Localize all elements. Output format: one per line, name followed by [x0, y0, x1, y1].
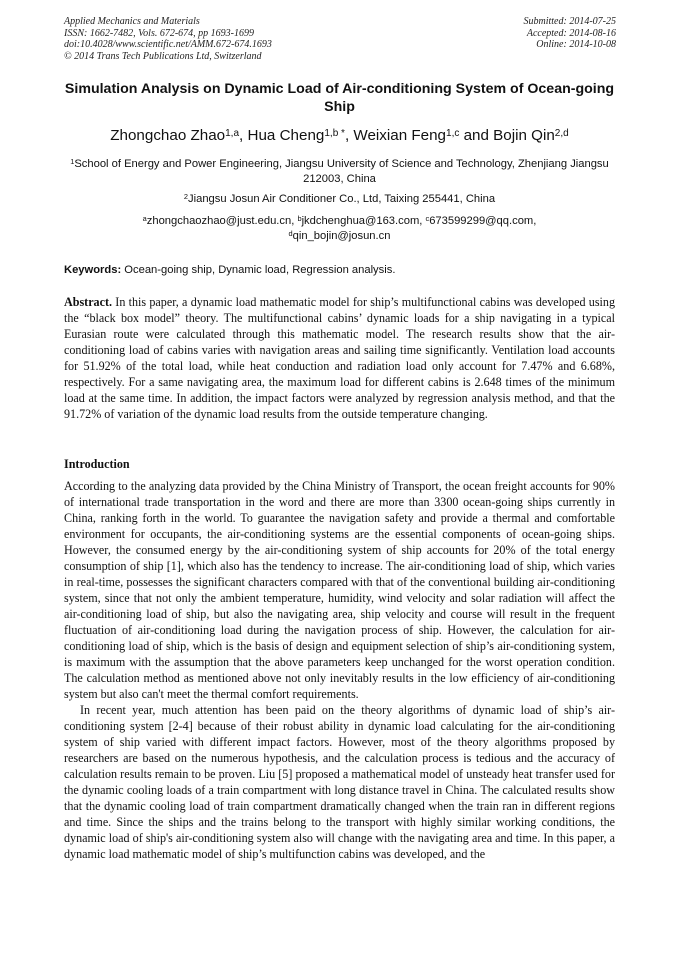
author-affil-sup: 1,a	[225, 127, 240, 139]
affiliation-1	[64, 157, 615, 187]
affiliation-sup: 2	[183, 191, 189, 201]
email-address[interactable]: 673599299@qq.com	[429, 215, 534, 227]
affiliation-sup: 1	[70, 156, 75, 166]
online-date: Online: 2014-10-08	[536, 39, 616, 51]
journal-header-left	[64, 16, 272, 62]
abstract-text: In this paper, a dynamic load mathematic model for ship’s multifunctional cabins was developed using the “black box model” theory. The multifunctional cabins’ dynamic loads for a ship navigating in a typical Eurasian route were calculated through this mathematic model. The research results show that the air-conditioning load of cabins varies with navigation areas and sailing time significantly. Ventilation load accounts for 51.92% of the total load, while heat conduction and radiation load only account for 7.47% and 6.68%, respectively. For a same navigating area, the maximum load for different cabins is 2.648 times of the minimum load at the same time. In addition, the impact factors were analyzed by regression analysis method, and that the 91.72% of variation of the dynamic load results from the outside temperature changing.	[64, 295, 615, 421]
author-name: Bojin Qin	[493, 127, 555, 144]
accepted-date: Accepted: 2014-08-16	[526, 27, 616, 39]
abstract	[64, 294, 615, 422]
author-separator: ,	[344, 127, 354, 144]
email-sup: d	[288, 228, 293, 238]
keywords-label: Keywords:	[64, 264, 122, 276]
journal-name: Applied Mechanics and Materials	[64, 16, 200, 27]
author-name: Weixian Feng	[353, 127, 446, 144]
email-sup: c	[425, 213, 430, 223]
keywords-text: Ocean-going ship, Dynamic load, Regression analysis.	[121, 264, 396, 276]
author-name: Hua Cheng	[247, 127, 325, 144]
author-separator: and	[459, 127, 494, 144]
author-affil-sup: 2,d	[554, 127, 569, 139]
submitted-date: Submitted: 2014-07-25	[523, 16, 616, 27]
introduction-body	[64, 478, 615, 862]
author-separator: ,	[239, 127, 248, 144]
email-sup: b	[297, 213, 302, 223]
issn-line: ISSN: 1662-7482, Vols. 672-674, pp 1693-1699	[64, 27, 254, 39]
author-name: Zhongchao Zhao	[110, 127, 226, 144]
affiliation-2	[64, 192, 615, 207]
email-separator: ,	[419, 215, 426, 227]
introduction-paragraph-1: According to the analyzing data provided by the China Ministry of Transport, the ocean freight accounts for 90% of international trade transportation in the word and there are more than 3300 ocean-going ships currently in China, ranking forth in the world. To guarantee the navigation safety and provide a thermal and comfortable environment for occupants, the air-conditioning systems are the essential components of ocean-going ships. However, the consumed energy by the air-conditioning system of ship accounts for 20% of the total energy consumption of ship [1], which also has the tendency to increase. The air-conditioning load of ship, which varies in real-time, possesses the significant characters compared with that of the conventional building air-conditioning system, since that not only the ambient temperature, humidity, wind velocity and solar radiation will affect the air-conditioning load of ship, but also the navigating area, ship velocity and course will result in the frequent fluctuation of air-conditioning load during the navigation process of ship. However, the calculation for air-conditioning load of ship, which is the basis of design and equipment selection of ship’s air-conditioning system, is maximum with the assumption that the above parameters keep unchanged for the worst operation condition. The calculation method as mentioned above not only inevitably results in the low efficiency of air-conditioning system but also can't meet the thermal comfort requirements.	[64, 479, 615, 701]
doi-line: doi:10.4028/www.scientific.net/AMM.672-674.1693	[64, 39, 272, 51]
affiliation-text: Jiangsu Josun Air Conditioner Co., Ltd, Taixing 255441, China	[188, 193, 496, 205]
email-address[interactable]: qin_bojin@josun.cn	[292, 230, 391, 242]
email-sup: a	[142, 213, 147, 223]
affiliation-text: School of Energy and Power Engineering, Jiangsu University of Science and Technology, Zhenjiang Jiangsu 212003, China	[74, 158, 609, 185]
section-heading-introduction: Introduction	[64, 457, 130, 471]
email-list	[64, 214, 615, 244]
introduction-paragraph-2: In recent year, much attention has been paid on the theory algorithms of dynamic load of ship’s air-conditioning system [2-4] because of their robust ability in dynamic load calculating for the air-conditioning system of ship varied with different impact factors. However, most of the theory algorithms proposed by researchers are based on the numerous hypothesis, and the calculation process is tedious and the accuracy of calculation results remain to be proven. Liu [5] proposed a mathematical model of unsteady heat transfer used for the dynamic cooling loads of a train compartment with long distance travel in China. The calculated results show that the dynamic cooling load of train compartment dramatically changed when the train ran in different regions and time. Since the ships and the trains belong to the transport with highly similar working conditions, the dynamic load of ship's air-conditioning system also will change with the navigating area and time. In this paper, a dynamic load mathematic model of ship’s multifunction cabins was developed, and the	[64, 703, 615, 861]
author-list	[64, 126, 615, 148]
journal-header-right	[524, 16, 617, 51]
copyright-line: © 2014 Trans Tech Publications Ltd, Switzerland	[64, 50, 262, 62]
email-separator: ,	[291, 215, 298, 227]
email-address[interactable]: zhongchaozhao@just.edu.cn	[146, 215, 292, 227]
email-separator: ,	[533, 215, 537, 227]
email-address[interactable]: jkdchenghua@163.com	[301, 215, 420, 227]
paper-title: Simulation Analysis on Dynamic Load of Air-conditioning System of Ocean-going Ship	[64, 81, 615, 115]
abstract-label: Abstract.	[64, 295, 113, 309]
author-affil-sup: 1,c	[446, 127, 460, 139]
keywords	[64, 263, 615, 278]
author-affil-sup: 1,b *	[324, 127, 345, 139]
